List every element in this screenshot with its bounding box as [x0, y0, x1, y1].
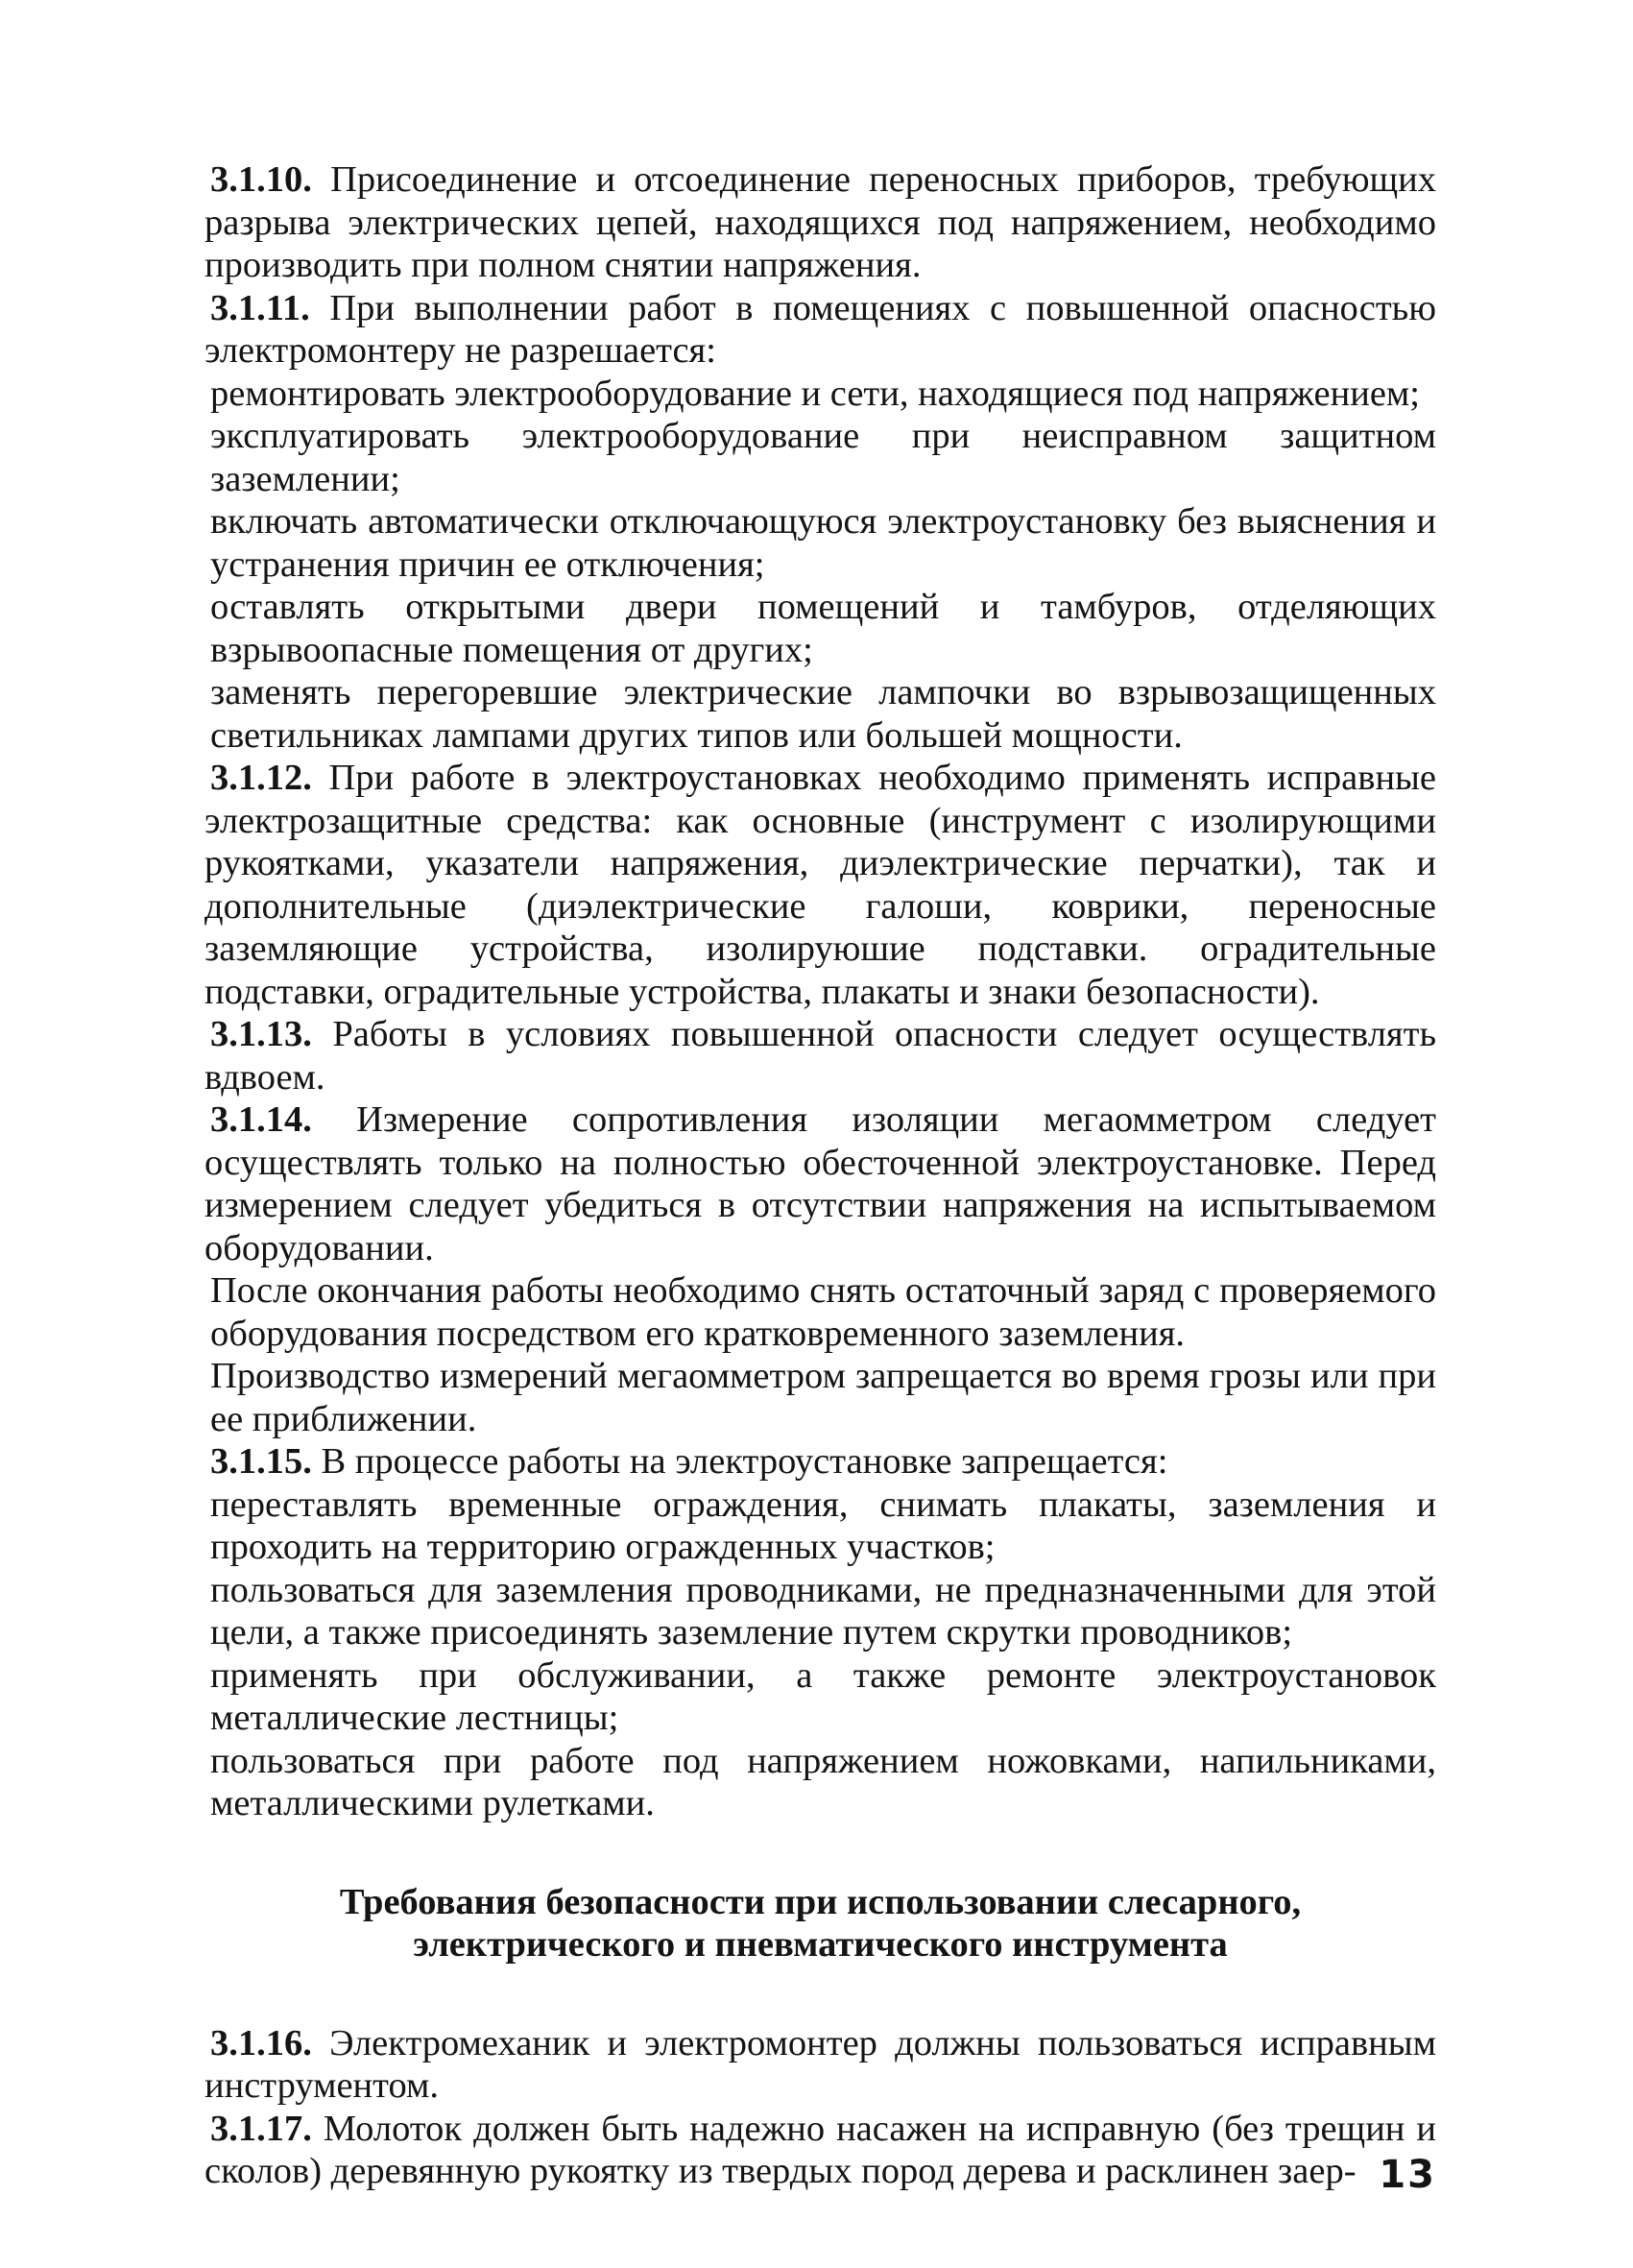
paragraph-number: 3.1.10.: [210, 159, 312, 200]
paragraph-3-1-16: [204, 2022, 1436, 2108]
paragraph-text: При работе в электроустановках необходимо применять исправные электрозащитные средства: как основные (инструмент с изолирующими рукоятками, указатели напряжения, диэлектрические перчатки), так и дополнительные (диэлектрические галоши, коврики, переносные заземляющие устройства, изолируюшие подставки. оградительные подставки, оградительные устройства, плакаты и знаки безопасности).: [204, 758, 1437, 1012]
paragraph-number: 3.1.16.: [210, 2022, 312, 2063]
paragraph-3-1-10: [204, 158, 1436, 287]
paragraph-text: Работы в условиях повышенной опасности следует осуществлять вдвоем.: [204, 1014, 1437, 1098]
paragraph-text: Молоток должен быть надежно насажен на исправную (без трещин и сколов) деревянную рукоятку из твердых пород дерева и расклинен заер-: [204, 2108, 1437, 2191]
list-item: После окончания работы необходимо снять остаточный заряд с проверяемого оборудования посредством его кратковременного заземления.: [210, 1270, 1436, 1354]
paragraph-text: Присоединение и отсоединение переносных приборов, требующих разрыва электрических цепей, находящихся под напряжением, необходимо производить при полном снятии напряжения.: [204, 159, 1437, 285]
paragraph-number: 3.1.14.: [210, 1099, 312, 1140]
paragraph-number: 3.1.12.: [210, 758, 312, 798]
list-item: включать автоматически отключающуюся электроустановку без выяснения и устранения причин ее отключения;: [210, 501, 1436, 585]
page-number: 13: [1379, 2153, 1436, 2197]
list-item: переставлять временные ограждения, снимать плакаты, заземления и проходить на территорию огражденных участков;: [210, 1484, 1436, 1567]
paragraph-3-1-17: [204, 2108, 1436, 2193]
paragraph-text: В процессе работы на электроустановке запрещается:: [321, 1441, 1168, 1482]
section-heading-line: электрического и пневматического инструмента: [413, 1924, 1228, 1965]
paragraph-number: 3.1.17.: [210, 2108, 312, 2149]
document-page: [204, 158, 1436, 2193]
list-item: ремонтировать электрооборудование и сети, находящиеся под напряжением;: [210, 373, 1420, 414]
list-item: эксплуатировать электрооборудование при неисправном защитном заземлении;: [210, 416, 1436, 499]
list-item: пользоваться при работе под напряжением ножовками, напильниками, металлическими рулетками.: [210, 1740, 1436, 1823]
paragraph-text: При выполнении работ в помещениях с повышенной опасностью электромонтеру не разрешается:: [204, 287, 1437, 371]
paragraph-number: 3.1.11.: [210, 287, 310, 328]
list-item: пользоваться для заземления проводниками, не предназначенными для этой цели, а также присоединять заземление путем скрутки проводников;: [210, 1569, 1436, 1653]
list-item: применять при обслуживании, а также ремонте электроустановок металлические лестницы;: [210, 1654, 1436, 1738]
paragraph-3-1-11: [204, 287, 1436, 373]
paragraph-number: 3.1.15.: [210, 1441, 312, 1482]
section-heading-line: Требования безопасности при использовании слесарного,: [339, 1881, 1302, 1922]
paragraph-text: Электромеханик и электромонтер должны пользоваться исправным инструментом.: [204, 2022, 1437, 2106]
list-item: Производство измерений мегаомметром запрещается во время грозы или при ее приближении.: [210, 1356, 1436, 1439]
paragraph-3-1-14: [204, 1098, 1436, 1269]
paragraph-3-1-15: [204, 1440, 1436, 1484]
section-heading: [204, 1881, 1436, 1966]
paragraph-text: Измерение сопротивления изоляции мегаомметром следует осуществлять только на полностью обесточенной электроустановке. Перед измерением следует убедиться в отсутствии напряжения на испытываемом оборудовании.: [204, 1099, 1437, 1268]
list-item: оставлять открытыми двери помещений и тамбуров, отделяющих взрывоопасные помещения от других;: [210, 587, 1436, 670]
paragraph-number: 3.1.13.: [210, 1014, 312, 1054]
paragraph-3-1-13: [204, 1013, 1436, 1098]
paragraph-3-1-12: [204, 757, 1436, 1013]
list-item: заменять перегоревшие электрические лампочки во взрывозащищенных светильниках лампами других типов или большей мощности.: [210, 672, 1436, 756]
